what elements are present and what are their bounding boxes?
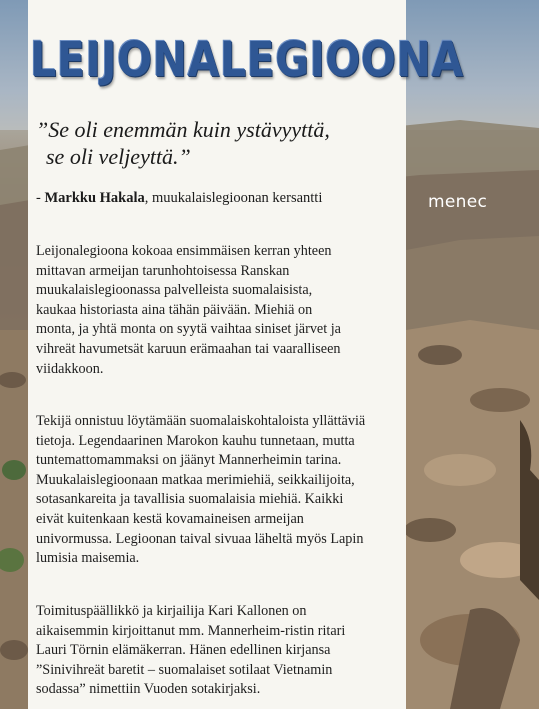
paragraph-line: aikaisemmin kirjoittanut mm. Mannerheim-ristin ritari [36, 622, 346, 639]
paragraph-line: monta, ja yhtä monta on syytä vaihtaa siniset järvet ja [36, 321, 341, 338]
paragraph-line: ”Sinivihreät baretit – suomalaiset sotilaat Vietnamin [36, 661, 333, 678]
watermark: menec [428, 192, 488, 212]
paragraph-line: vihreät havumetsät karuun erämaahan tai vaaralliseen [36, 340, 341, 357]
paragraph-line: sotasankareita ja tavallisia suomalaisia miehiä. Kaikki [36, 491, 344, 508]
paragraph-line: Toimituspäällikkö ja kirjailija Kari Kallonen on [36, 603, 307, 619]
paragraph-1 [36, 242, 396, 379]
paragraph-line: tuntemattomammaksi on jäänyt Mannerheimin tarina. [36, 452, 342, 469]
paragraph-2 [36, 412, 396, 569]
attribution-name: Markku Hakala [44, 190, 145, 206]
paragraph-line: Leijonalegioona kokoaa ensimmäisen kerran yhteen [36, 243, 332, 259]
paragraph-line: mittavan armeijan tarunhohtoisessa Ranskan [36, 262, 290, 279]
attribution-role: , muukalaislegioonan kersantti [144, 190, 323, 206]
paragraph-line: univormussa. Legioonan taival sivuaa läheltä myös Lapin [36, 530, 364, 547]
attribution-prefix: - [36, 190, 45, 206]
paragraph-line: lumisia maisemia. [36, 550, 140, 567]
paragraph-line: Lauri Törnin elämäkerran. Hänen edellinen kirjansa [36, 642, 331, 659]
paragraph-line: Muukalaislegioonaan matkaa merimiehiä, seikkailijoita, [36, 471, 355, 488]
quote [36, 116, 404, 170]
paragraph-3 [36, 602, 396, 700]
paragraph-line: sodassa” nimettiin Vuoden sotakirjaksi. [36, 681, 261, 698]
paragraph-line: muukalaislegioonassa palvelleista suomalaisista, [36, 282, 313, 299]
quote-attribution [36, 188, 404, 208]
quote-line-2: se oli veljeyttä.” [46, 144, 191, 169]
book-title: LEIJONALEGIOONA [30, 32, 464, 88]
paragraph-line: eivät kuitenkaan kestä kovamaineisen armeijan [36, 510, 304, 527]
paragraph-line: Tekijä onnistuu löytämään suomalaiskohtaloista yllättäviä [36, 413, 366, 429]
paragraph-line: tietoja. Legendaarinen Marokon kauhu tunnetaan, mutta [36, 432, 355, 449]
paragraph-line: viidakkoon. [36, 360, 104, 377]
quote-line-1: ”Se oli enemmän kuin ystävyyttä, [36, 117, 330, 142]
paragraph-line: kaukaa historiasta aina tähän päivään. Miehiä on [36, 301, 313, 318]
